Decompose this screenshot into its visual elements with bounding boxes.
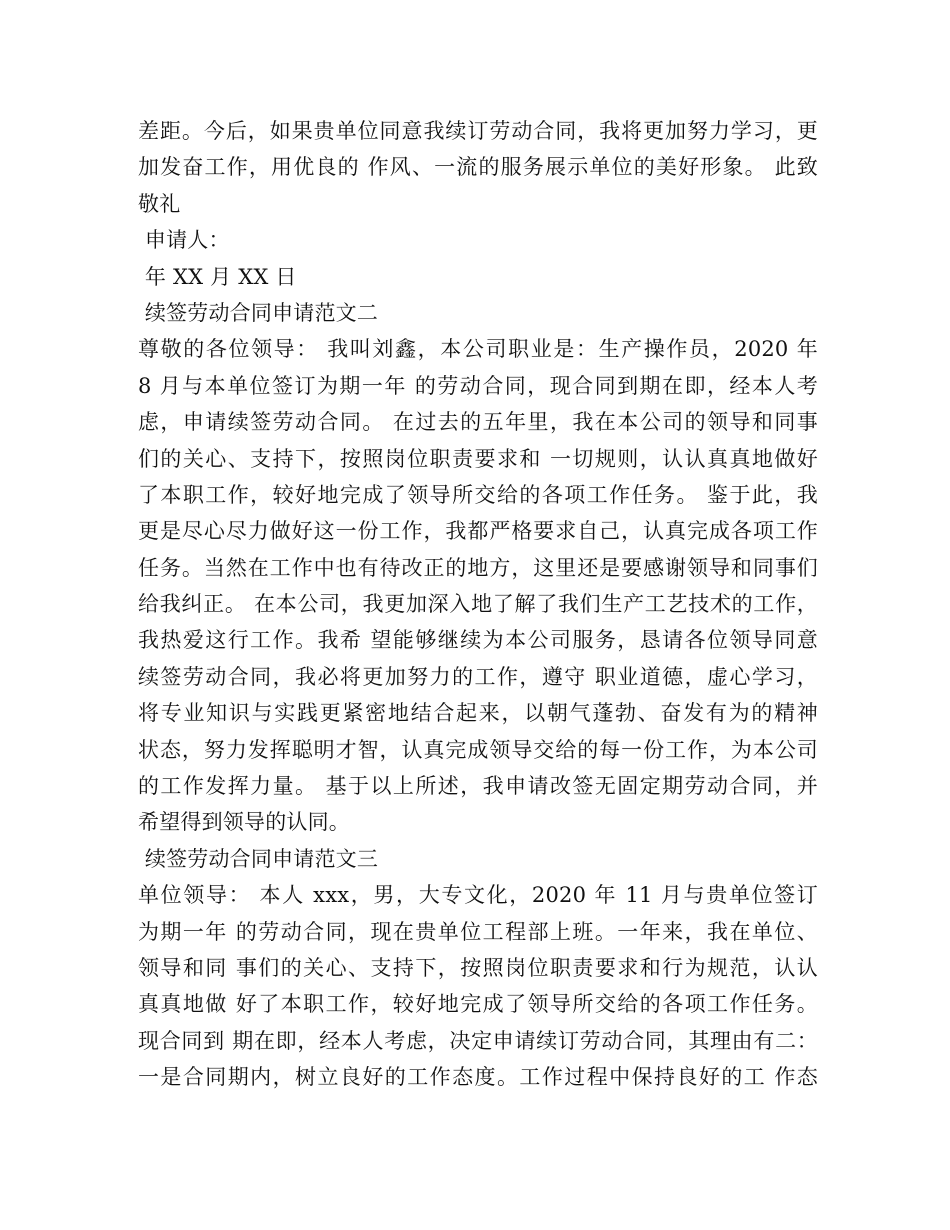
document-body bbox=[138, 113, 818, 1096]
text-line: 一是合同期内，树立良好的工作态度。工作过程中保持良好的工 作态 bbox=[138, 1065, 818, 1090]
text-line: 续签劳动合同，我必将更加努力的工作，遵守 职业道德，虚心学习， bbox=[138, 664, 818, 689]
signature-label: 申请人： bbox=[138, 228, 230, 253]
text-line: 虑，申请续签劳动合同。 在过去的五年里，我在本公司的领导和同事 bbox=[138, 410, 818, 435]
text-line: 的工作发挥力量。 基于以上所述，我申请改签无固定期劳动合同，并 bbox=[138, 774, 818, 799]
text-line: 我热爱这行工作。我希 望能够继续为本公司服务，恳请各位领导同意 bbox=[138, 628, 818, 653]
text-line: 为期一年 的劳动合同，现在贵单位工程部上班。一年来，我在单位、 bbox=[138, 919, 818, 944]
text-line: 真真地做 好了本职工作，较好地完成了领导所交给的各项工作任务。 bbox=[138, 992, 818, 1017]
text-line: 单位领导： 本人 xxx，男，大专文化，2020 年 11 月与贵单位签订 bbox=[138, 883, 818, 908]
text-line: 加发奋工作，用优良的 作风、一流的服务展示单位的美好形象。 此致 bbox=[138, 155, 818, 180]
text-line: 将专业知识与实践更紧密地结合起来，以朝气蓬勃、奋发有为的精神 bbox=[138, 701, 818, 726]
text-line: 敬礼 bbox=[138, 191, 181, 216]
text-line: 领导和同 事们的关心、支持下，按照岗位职责要求和行为规范，认认 bbox=[138, 955, 818, 980]
text-line: 现合同到 期在即，经本人考虑，决定申请续订劳动合同，其理由有二： bbox=[138, 1028, 818, 1053]
date-line: 年 XX 月 XX 日 bbox=[138, 264, 297, 289]
section-heading: 续签劳动合同申请范文二 bbox=[138, 300, 379, 325]
text-line: 更是尽心尽力做好这一份工作，我都严格要求自己，认真完成各项工作 bbox=[138, 519, 818, 544]
text-line: 状态，努力发挥聪明才智，认真完成领导交给的每一份工作，为本公司 bbox=[138, 737, 818, 762]
text-line: 们的关心、支持下，按照岗位职责要求和 一切规则，认认真真地做好 bbox=[138, 446, 818, 471]
section-heading: 续签劳动合同申请范文三 bbox=[138, 846, 379, 871]
text-line: 8 月与本单位签订为期一年 的劳动合同，现合同到期在即，经本人考 bbox=[138, 373, 818, 398]
text-line: 任务。当然在工作中也有待改正的地方，这里还是要感谢领导和同事们 bbox=[138, 555, 818, 580]
text-line: 尊敬的各位领导： 我叫刘鑫，本公司职业是：生产操作员，2020 年 bbox=[138, 337, 818, 362]
text-line: 差距。今后，如果贵单位同意我续订劳动合同，我将更加努力学习，更 bbox=[138, 119, 818, 143]
text-line: 给我纠正。 在本公司，我更加深入地了解了我们生产工艺技术的工作， bbox=[138, 592, 818, 617]
text-line: 了本职工作，较好地完成了领导所交给的各项工作任务。 鉴于此，我 bbox=[138, 482, 818, 507]
text-line: 希望得到领导的认同。 bbox=[138, 810, 350, 835]
